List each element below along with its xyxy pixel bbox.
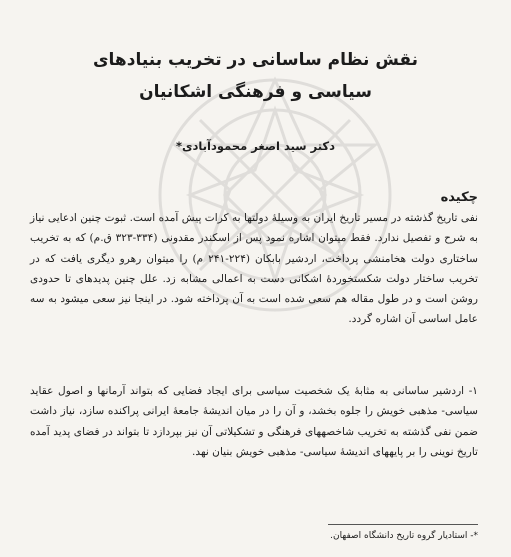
abstract-paragraph-2: ۱- اردشیر ساسانی به مثابهٔ یک شخصیت سیاسی برای ایجاد فضایی که بتواند آرمانها و اصول عقاید سیاسی- مذهبی خویش را جلوه بخشد، و آن را در میان اندیشهٔ جامعهٔ ایرانی پراکنده سازد، نیاز داشت ضمن نفی گذشته به تخریب شاخصههای فرهنگی و تشکیلاتی آن نیز بپردازد تا بتواند در فضای پدید آمده تاریخ نوینی را بر پایههای اندیشهٔ سیاسی- مذهبی خویش بنیان نهد. [30, 385, 478, 458]
footnote: *- استادیار گروه تاریخ دانشگاه اصفهان. [330, 531, 478, 541]
author-name: دکتر سید اصغر محمودآبادی* [175, 139, 336, 153]
abstract-heading: چکیده [440, 190, 478, 205]
footnote-divider [328, 524, 478, 525]
article-title-line-1: نقش نظام ساسانی در تخریب بنیادهای [92, 50, 419, 70]
abstract-paragraph-1: نفی تاریخ گذشته در مسیر تاریخ ایران به وسیلهٔ دولتها به کرات پیش آمده است. ثبوت چنین ادعایی نیاز به شرح و تفصیل ندارد. فقط میتوان اشاره نمود پس از اسکندر مقدونی (۳۳۴-۳۲۳ ق.م) که به تخریب ساختاری دولت هخامنشی پرداخت، اردشیر بابکان (۲۲۴-۲۴۱ م) را میتوان رهرو دیگری یافت که در تخریب ساختار دولت شکستخوردهٔ اشکانی دست به اعمالی مشابه زد. علل چنین پدیدهای تا حدودی روشن است و در طول مقاله هم سعی شده است به آن پرداخته شود. در اینجا نیز سعی میشود به سه عامل اساسی آن اشاره گردد. [30, 212, 478, 326]
article-title-line-2: سیاسی و فرهنگی اشکانیان [139, 82, 372, 102]
